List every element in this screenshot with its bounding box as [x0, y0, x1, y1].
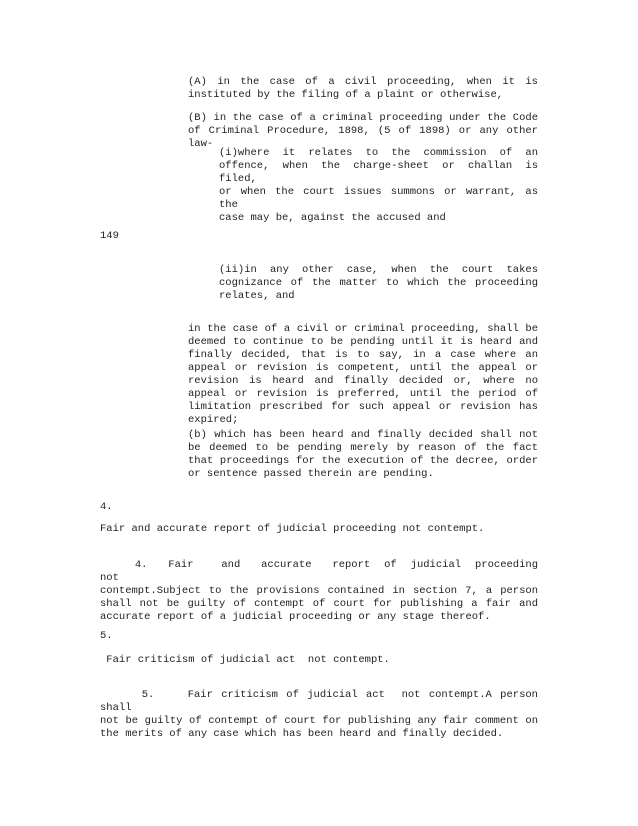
sub-clause-ii-line: relates, and	[219, 290, 295, 302]
pending-clause-line: expired;	[188, 414, 239, 426]
clause-b-lower-line: (b) which has been heard and finally decided shall not	[188, 429, 538, 441]
pending-clause-line: finally decided, that is to say, in a case where an	[188, 349, 538, 361]
sub-clause-i-line: (i)where it relates to the commission of an	[219, 147, 538, 159]
pending-clause-line: in the case of a civil or criminal proceeding, shall be	[188, 323, 538, 335]
clause-a-line: instituted by the filing of a plaint or otherwise,	[188, 89, 504, 101]
clause-b	[188, 112, 538, 151]
sub-clause-i-line: case may be, against the accused and	[219, 212, 446, 224]
section-4-heading: Fair and accurate report of judicial proceeding not contempt.	[100, 523, 485, 535]
section-4-body	[100, 559, 557, 624]
section-5-body	[100, 689, 545, 741]
clause-a	[188, 76, 538, 102]
pending-clause-line: limitation prescribed for such appeal or revision has	[188, 401, 538, 413]
clause-a-line: (A) in the case of a civil proceeding, when it is	[188, 76, 538, 88]
clause-b-lower-line: or sentence passed therein are pending.	[188, 468, 434, 480]
sub-clause-ii-line: cognizance of the matter to which the proceeding	[219, 277, 538, 289]
sub-clause-i-line: or when the court issues summons or warrant, as the	[219, 186, 538, 211]
section-5-body-line: not be guilty of contempt of court for publishing any fair comment on	[100, 715, 538, 727]
section-5-heading: Fair criticism of judicial act not contempt.	[100, 654, 390, 666]
sub-clause-ii-line: (ii)in any other case, when the court takes	[219, 264, 538, 276]
section-4-body-line: contempt.Subject to the provisions contained in section 7, a person	[100, 585, 538, 597]
pending-clause-line: deemed to continue to be pending until it is heard and	[188, 336, 538, 348]
section-4-body-line: shall not be guilty of contempt of court for publishing a fair and	[100, 598, 538, 610]
sub-clause-ii	[219, 264, 538, 303]
clause-b-line: (B) in the case of a criminal proceeding under the Code	[188, 112, 538, 124]
section-5-body-line: the merits of any case which has been heard and finally decided.	[100, 728, 504, 740]
sub-clause-i	[219, 147, 538, 225]
pending-clause-line: appeal or revision is competent, until the appeal or	[188, 362, 538, 374]
clause-b-lower	[188, 429, 538, 481]
sub-clause-i-line: offence, when the charge-sheet or challan is filed,	[219, 160, 538, 185]
pending-clause	[188, 323, 538, 427]
clause-b-line: of Criminal Procedure, 1898, (5 of 1898) or any other	[188, 125, 538, 137]
section-5-number: 5.	[100, 630, 113, 642]
section-4-body-line: accurate report of a judicial proceeding or any stage thereof.	[100, 611, 491, 623]
pending-clause-line: revision is heard and finally decided or, where no	[188, 375, 538, 387]
section-4-body-line: 4. Fair and accurate report of judicial proceeding not	[100, 559, 557, 584]
section-5-body-line: 5. Fair criticism of judicial act not contempt.A person shall	[100, 689, 545, 714]
page-number: 149	[100, 230, 119, 242]
section-4-number: 4.	[100, 501, 113, 513]
pending-clause-line: appeal or revision is preferred, until the period of	[188, 388, 538, 400]
clause-b-lower-line: that proceedings for the execution of the decree, order	[188, 455, 538, 467]
clause-b-line: law-	[188, 138, 214, 150]
clause-b-lower-line: be deemed to be pending merely by reason of the fact	[188, 442, 538, 454]
